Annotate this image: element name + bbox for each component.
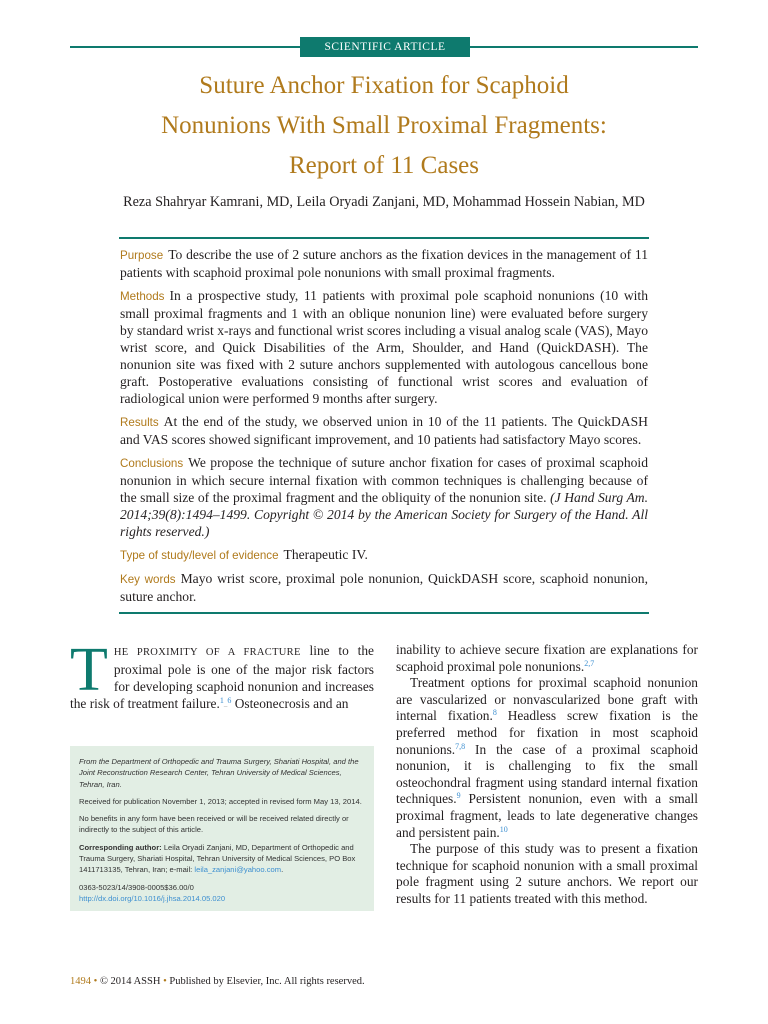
drop-cap: T [70,636,108,704]
intro-text-2: Osteonecrosis and an [231,696,349,711]
intro-text-1: line to the proximal pole is one of the major risk factors for developing scaphoid nonunion and increases the risk of treatment failure. [70,643,374,711]
ref-link[interactable]: 2,7 [584,658,595,668]
footer-separator: • [93,976,98,987]
conclusions-text: We propose the technique of suture anchor fixation for cases of proximal scaphoid nonunion in which secure internal fixation with common techniques is challenging because of the small size of the proximal fragment and the obliquity of the nonunion site. [120,455,648,505]
issn-doi [79,882,365,905]
title-line-3: Report of 11 Cases [288,152,479,179]
paragraph-2 [396,675,698,841]
abstract [120,246,648,611]
issn: 0363-5023/14/3908-0005$36.00/0 [79,882,194,892]
p2-text-c: In the case of a proximal scaphoid nonunion, it is challenging to fix the small osteochondral fragment using standard internal fixation techniques. [396,741,698,807]
abstract-purpose [120,246,648,281]
keywords-label: Key words [120,573,176,586]
study-type-text: Therapeutic IV. [283,547,368,562]
ref-link[interactable]: 6 [227,696,232,705]
footer-publisher: Published by Elsevier, Inc. All rights reserved. [169,976,365,987]
page-footer [70,976,365,987]
affiliation: From the Department of Orthopedic and Trauma Surgery, Shariati Hospital, and the Joint Reconstruction Research Center, Tehran University of Medical Sciences, Tehran, Iran. [79,757,359,789]
corresponding-label: Corresponding author: [79,842,162,852]
title-line-2: Nonunions With Small Proximal Fragments: [161,112,607,139]
results-text: At the end of the study, we observed union in 10 of the 11 patients. The QuickDASH and VAS scores showed significant improvement, and 10 patients had satisfactory Mayo scores. [120,414,648,447]
study-type-label: Type of study/level of evidence [120,549,279,562]
body-right-column [396,642,698,908]
body-left-column [70,636,374,715]
email-link[interactable]: leila_zanjani@yahoo.com [194,865,282,875]
doi-link[interactable]: http://dx.doi.org/10.1016/j.jhsa.2014.05.020 [79,893,226,903]
received-dates: Received for publication November 1, 2013; accepted in revised form May 13, 2014. [79,796,362,806]
keywords-text: Mayo wrist score, proximal pole nonunion, QuickDASH score, scaphoid nonunion, suture anchor. [120,571,648,604]
p2-text-b: Headless screw fixation is the preferred method for fixation in most scaphoid nonunions. [396,708,698,757]
small-caps-lead: HE PROXIMITY OF A FRACTURE [113,647,301,658]
ref-separator: – [223,702,228,710]
abstract-bottom-rule [119,612,649,614]
footer-separator: • [163,976,167,987]
abstract-methods [120,287,648,407]
conclusions-label: Conclusions [120,457,184,470]
methods-label: Methods [120,290,165,303]
abstract-top-rule [119,237,649,239]
abstract-keywords [120,570,648,605]
email-period: . [281,865,284,875]
benefits-statement: No benefits in any form have been received or will be received related directly or indirectly to the subject of this article. [79,814,349,835]
page-number: 1494 [70,976,91,987]
results-label: Results [120,416,159,429]
abstract-conclusions [120,454,648,540]
ref-link[interactable]: 10 [499,824,508,834]
author-list: Reza Shahryar Kamrani, MD, Leila Oryadi Zanjani, MD, Mohammad Hossein Nabian, MD [123,194,645,210]
paragraph-3: The purpose of this study was to present a fixation technique for scaphoid nonunion with a small proximal pole fragment using 2 suture anchors. We report our results for 11 patients treated with this method. [396,841,698,906]
p2-text-d: Persistent nonunion, even with a small proximal fragment, leads to late degenerative changes and persistent pain. [396,791,698,840]
corresponding-text: Leila Oryadi Zanjani, MD, Department of Orthopedic and Trauma Surgery, Shariati Hospital, Tehran University of Medical Sciences, PO Box 1411713135, Tehran, Iran; e-mail: [79,842,356,875]
ref-link[interactable]: 8 [492,708,497,718]
abstract-results [120,413,648,448]
header-rule-left [70,46,300,48]
corresponding-author [79,842,365,876]
footer-copyright: © 2014 ASSH [99,976,161,987]
purpose-label: Purpose [120,249,164,262]
p2-text-a: Treatment options for proximal scaphoid nonunion are vascularized or nonvascularized bone graft with internal fixation. [396,675,698,724]
ref-link[interactable]: 7,8 [455,741,466,751]
header-rule-right [470,46,698,48]
ref-link[interactable]: 9 [456,791,461,801]
section-label: SCIENTIFIC ARTICLE [300,37,470,57]
methods-text: In a prospective study, 11 patients with proximal pole scaphoid nonunions (10 with small proximal fragments and 1 with an oblique nonunion line) were evaluated before surgery by standard wrist x-rays and functional wrist scores including a visual analog scale (VAS), Mayo wrist score, and Quick Disabilities of the Arm, Shoulder, and Hand (QuickDASH). The nonunion site was fixed with 2 suture anchors supplemented with autologous cancellous bone graft. Postoperative evaluations consisting of functional wrist scores and evaluation of radiological union were performed 9 months after surgery. [120,288,648,406]
ref-link[interactable]: 1 [219,696,224,705]
article-info-box [70,746,374,911]
abstract-study-type [120,546,648,564]
purpose-text: To describe the use of 2 suture anchors as the fixation devices in the management of 11 patients with scaphoid proximal pole nonunions with small proximal fragments. [120,247,648,280]
title-line-1: Suture Anchor Fixation for Scaphoid [199,72,569,99]
p1-text: inability to achieve secure fixation are explanations for scaphoid proximal pole nonunions. [396,642,698,674]
paragraph-1 [396,642,698,675]
article-title [60,66,708,186]
citation-text: (J Hand Surg Am. 2014;39(8):1494–1499. Copyright © 2014 by the American Society for Surgery of the Hand. All rights reserved.) [120,490,648,539]
